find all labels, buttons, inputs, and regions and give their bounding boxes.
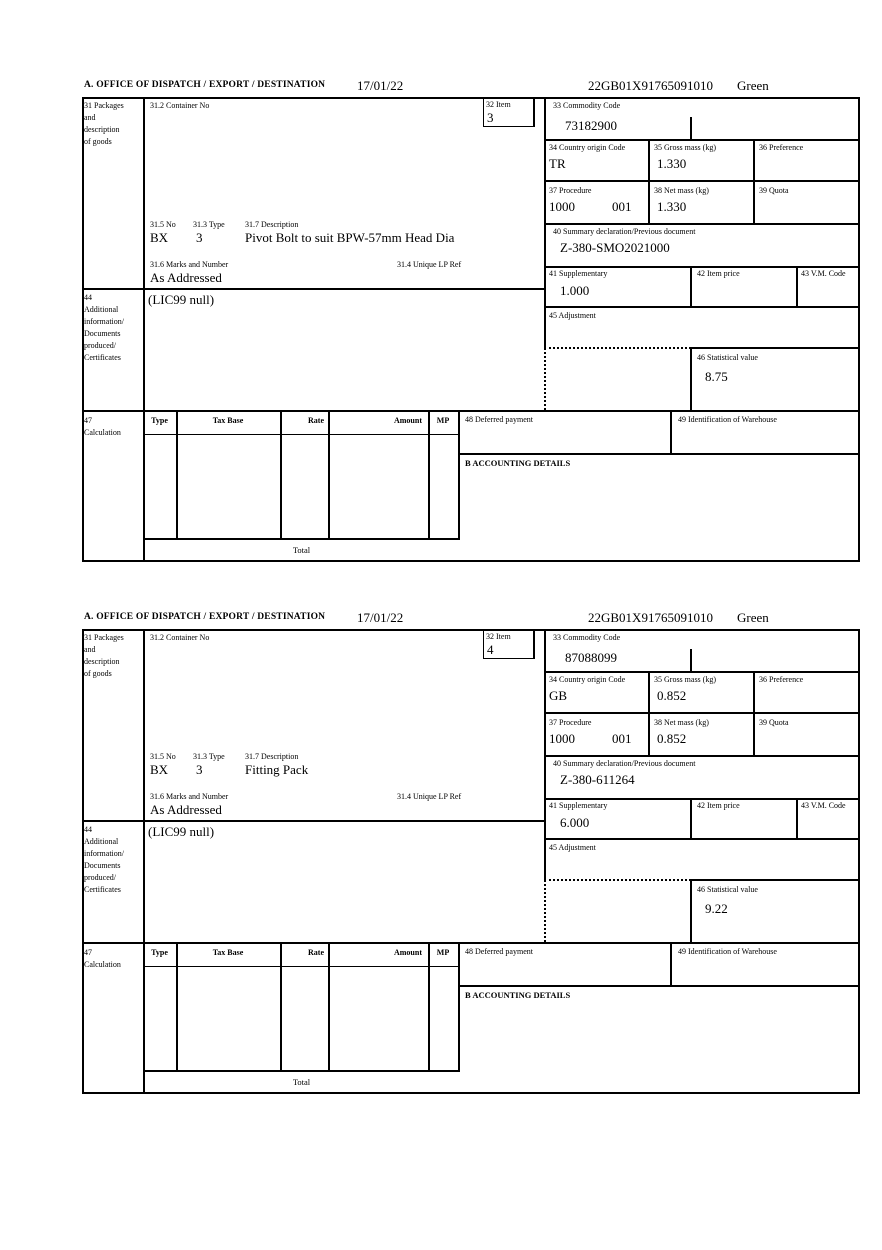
routing-channel: Green — [737, 610, 769, 625]
rule-table-col-3 — [328, 412, 330, 540]
net-mass-value: 1.330 — [657, 199, 687, 214]
supplementary-value: 1.000 — [560, 283, 590, 298]
rule-table-col-1 — [176, 944, 178, 1072]
marks-label: 31.6 Marks and Number — [150, 792, 229, 801]
rule-table-col-2 — [280, 944, 282, 1072]
box31-label: 31 Packages and description of goods — [84, 101, 124, 146]
gross-mass-label: 35 Gross mass (kg) — [654, 143, 716, 152]
lp-ref-label: 31.4 Unique LP Ref — [397, 792, 462, 801]
procedure-additional-value: 001 — [612, 731, 632, 746]
warehouse-label: 49 Identification of Warehouse — [678, 947, 777, 956]
rule-box46-left — [690, 879, 692, 943]
marks-label: 31.6 Marks and Number — [150, 260, 229, 269]
rule-below-34 — [544, 180, 858, 182]
additional-info-value: (LIC99 null) — [148, 292, 215, 307]
rule-col-41-42 — [690, 798, 692, 839]
col-type-header: Type — [151, 948, 168, 957]
pkg-no-label: 31.5 No — [150, 220, 176, 229]
container-no-label: 31.2 Container No — [150, 101, 210, 110]
box44-label: 44 Additional information/ Documents produced/ Certificates — [84, 293, 124, 362]
rule-table-col-4 — [428, 944, 430, 1072]
statistical-value: 9.22 — [705, 901, 728, 916]
rule-label-column — [143, 629, 145, 1094]
rule-table-header-bottom — [143, 966, 460, 967]
container-no-label: 31.2 Container No — [150, 633, 210, 642]
country-origin-value: TR — [549, 156, 566, 171]
rule-below-33 — [544, 671, 858, 673]
section-a-title: A. OFFICE OF DISPATCH / EXPORT / DESTINATION — [84, 80, 326, 90]
rule-table-right — [458, 412, 460, 540]
rule-col-41-42 — [690, 266, 692, 307]
warehouse-label: 49 Identification of Warehouse — [678, 415, 777, 424]
rule-item-box-left — [483, 97, 484, 127]
pkg-type-label: 31.3 Type — [193, 220, 225, 229]
rule-dotted-horizontal — [544, 879, 691, 881]
statistical-value-label: 46 Statistical value — [697, 885, 758, 894]
marks-value: As Addressed — [150, 270, 222, 285]
rule-below-34 — [544, 712, 858, 714]
prev-doc-label: 40 Summary declaration/Previous document — [553, 759, 696, 768]
item-price-label: 42 Item price — [697, 801, 740, 810]
vm-code-label: 43 V.M. Code — [801, 269, 846, 278]
box47-label: 47 Calculation — [84, 416, 121, 437]
box47-label: 47 Calculation — [84, 948, 121, 969]
rule-item-box-bottom — [483, 658, 535, 659]
prev-doc-value: Z-380-SMO2021000 — [560, 240, 670, 255]
gross-mass-value: 0.852 — [657, 688, 687, 703]
item-price-label: 42 Item price — [697, 269, 740, 278]
rule-item-box-right — [533, 97, 535, 127]
rule-commodity-tick — [690, 117, 692, 140]
col-rate-header: Rate — [308, 416, 324, 425]
rule-48-49-divider — [670, 412, 672, 455]
rule-item-box-bottom — [483, 126, 535, 127]
col-mp-header: MP — [436, 948, 450, 957]
preference-label: 36 Preference — [759, 143, 804, 152]
rule-table-right — [458, 944, 460, 1072]
commodity-code-label: 33 Commodity Code — [553, 633, 621, 642]
col-tax-base-header: Tax Base — [212, 948, 244, 957]
net-mass-value: 0.852 — [657, 731, 687, 746]
procedure-value: 1000 — [549, 731, 575, 746]
marks-value: As Addressed — [150, 802, 222, 817]
procedure-value: 1000 — [549, 199, 575, 214]
rule-dotted-vertical — [544, 348, 546, 410]
country-origin-label: 34 Country origin Code — [549, 675, 626, 684]
declaration-item-block-1 — [0, 0, 882, 570]
box44-label: 44 Additional information/ Documents produced/ Certificates — [84, 825, 124, 894]
deferred-payment-label: 48 Deferred payment — [465, 947, 533, 956]
total-label: Total — [292, 1077, 311, 1087]
pkg-no-label: 31.5 No — [150, 752, 176, 761]
procedure-label: 37 Procedure — [549, 186, 592, 195]
additional-info-value: (LIC99 null) — [148, 824, 215, 839]
lp-ref-label: 31.4 Unique LP Ref — [397, 260, 462, 269]
rule-commodity-tick — [690, 649, 692, 672]
rule-label-column — [143, 97, 145, 562]
pkg-no-value: BX — [150, 230, 169, 245]
rule-box46-left — [690, 347, 692, 411]
rule-box46-top — [690, 347, 858, 349]
net-mass-label: 38 Net mass (kg) — [654, 186, 709, 195]
pkg-no-value: BX — [150, 762, 169, 777]
pkg-type-value: 3 — [196, 762, 203, 777]
rule-48-49-bottom — [458, 985, 858, 987]
rule-box46-top — [690, 879, 858, 881]
gross-mass-label: 35 Gross mass (kg) — [654, 675, 716, 684]
form-border — [82, 97, 860, 562]
rule-table-bottom — [143, 1070, 460, 1072]
item-number-value: 3 — [487, 110, 494, 125]
rule-below-41 — [544, 838, 858, 840]
adjustment-label: 45 Adjustment — [549, 843, 596, 852]
pkg-type-value: 3 — [196, 230, 203, 245]
rule-box47-top — [82, 942, 860, 944]
section-a-title: A. OFFICE OF DISPATCH / EXPORT / DESTINATION — [84, 612, 326, 622]
rule-item-box-right — [533, 629, 535, 659]
routing-channel: Green — [737, 78, 769, 93]
rule-col-42-43 — [796, 798, 798, 839]
commodity-code-value: 87088099 — [565, 650, 617, 665]
rule-dotted-vertical — [544, 880, 546, 942]
item-number-value: 4 — [487, 642, 494, 657]
rule-48-49-bottom — [458, 453, 858, 455]
accounting-details-label: B ACCOUNTING DETAILS — [465, 990, 571, 1000]
prev-doc-value: Z-380-611264 — [560, 772, 635, 787]
form-border — [82, 629, 860, 1094]
declaration-item-block-2 — [0, 532, 882, 1102]
movement-reference: 22GB01X91765091010 — [588, 78, 713, 93]
rule-table-col-4 — [428, 412, 430, 540]
procedure-additional-value: 001 — [612, 199, 632, 214]
preference-label: 36 Preference — [759, 675, 804, 684]
rule-below-40 — [544, 798, 858, 800]
pkg-type-label: 31.3 Type — [193, 752, 225, 761]
dispatch-date: 17/01/22 — [357, 78, 404, 93]
description-label: 31.7 Description — [245, 752, 299, 761]
rule-dotted-horizontal — [544, 347, 691, 349]
goods-description-value: Fitting Pack — [245, 762, 309, 777]
movement-reference: 22GB01X91765091010 — [588, 610, 713, 625]
supplementary-value: 6.000 — [560, 815, 590, 830]
deferred-payment-label: 48 Deferred payment — [465, 415, 533, 424]
prev-doc-label: 40 Summary declaration/Previous document — [553, 227, 696, 236]
col-amount-header: Amount — [393, 948, 422, 957]
adjustment-label: 45 Adjustment — [549, 311, 596, 320]
supplementary-label: 41 Supplementary — [549, 269, 608, 278]
col-amount-header: Amount — [393, 416, 422, 425]
col-type-header: Type — [151, 416, 168, 425]
dispatch-date: 17/01/22 — [357, 610, 404, 625]
rule-below-33 — [544, 139, 858, 141]
net-mass-label: 38 Net mass (kg) — [654, 718, 709, 727]
total-label: Total — [292, 545, 311, 555]
statistical-value-label: 46 Statistical value — [697, 353, 758, 362]
col-mp-header: MP — [436, 416, 450, 425]
vm-code-label: 43 V.M. Code — [801, 801, 846, 810]
supplementary-label: 41 Supplementary — [549, 801, 608, 810]
rule-48-49-divider — [670, 944, 672, 987]
rule-below-37 — [544, 755, 858, 757]
col-tax-base-header: Tax Base — [212, 416, 244, 425]
rule-box31-bottom — [82, 288, 544, 290]
rule-box31-bottom — [82, 820, 544, 822]
gross-mass-value: 1.330 — [657, 156, 687, 171]
rule-table-header-bottom — [143, 434, 460, 435]
rule-below-40 — [544, 266, 858, 268]
rule-col-42-43 — [796, 266, 798, 307]
commodity-code-value: 73182900 — [565, 118, 617, 133]
quota-label: 39 Quota — [759, 186, 789, 195]
rule-table-col-1 — [176, 412, 178, 540]
commodity-code-label: 33 Commodity Code — [553, 101, 621, 110]
procedure-label: 37 Procedure — [549, 718, 592, 727]
box31-label: 31 Packages and description of goods — [84, 633, 124, 678]
item-label: 32 Item — [486, 100, 511, 109]
statistical-value: 8.75 — [705, 369, 728, 384]
rule-box47-top — [82, 410, 860, 412]
rule-item-box-left — [483, 629, 484, 659]
rule-table-col-3 — [328, 944, 330, 1072]
accounting-details-label: B ACCOUNTING DETAILS — [465, 458, 571, 468]
rule-table-col-2 — [280, 412, 282, 540]
country-origin-value: GB — [549, 688, 568, 703]
country-origin-label: 34 Country origin Code — [549, 143, 626, 152]
goods-description-value: Pivot Bolt to suit BPW-57mm Head Dia — [245, 230, 455, 245]
rule-below-41 — [544, 306, 858, 308]
description-label: 31.7 Description — [245, 220, 299, 229]
rule-below-37 — [544, 223, 858, 225]
item-label: 32 Item — [486, 632, 511, 641]
quota-label: 39 Quota — [759, 718, 789, 727]
col-rate-header: Rate — [308, 948, 324, 957]
